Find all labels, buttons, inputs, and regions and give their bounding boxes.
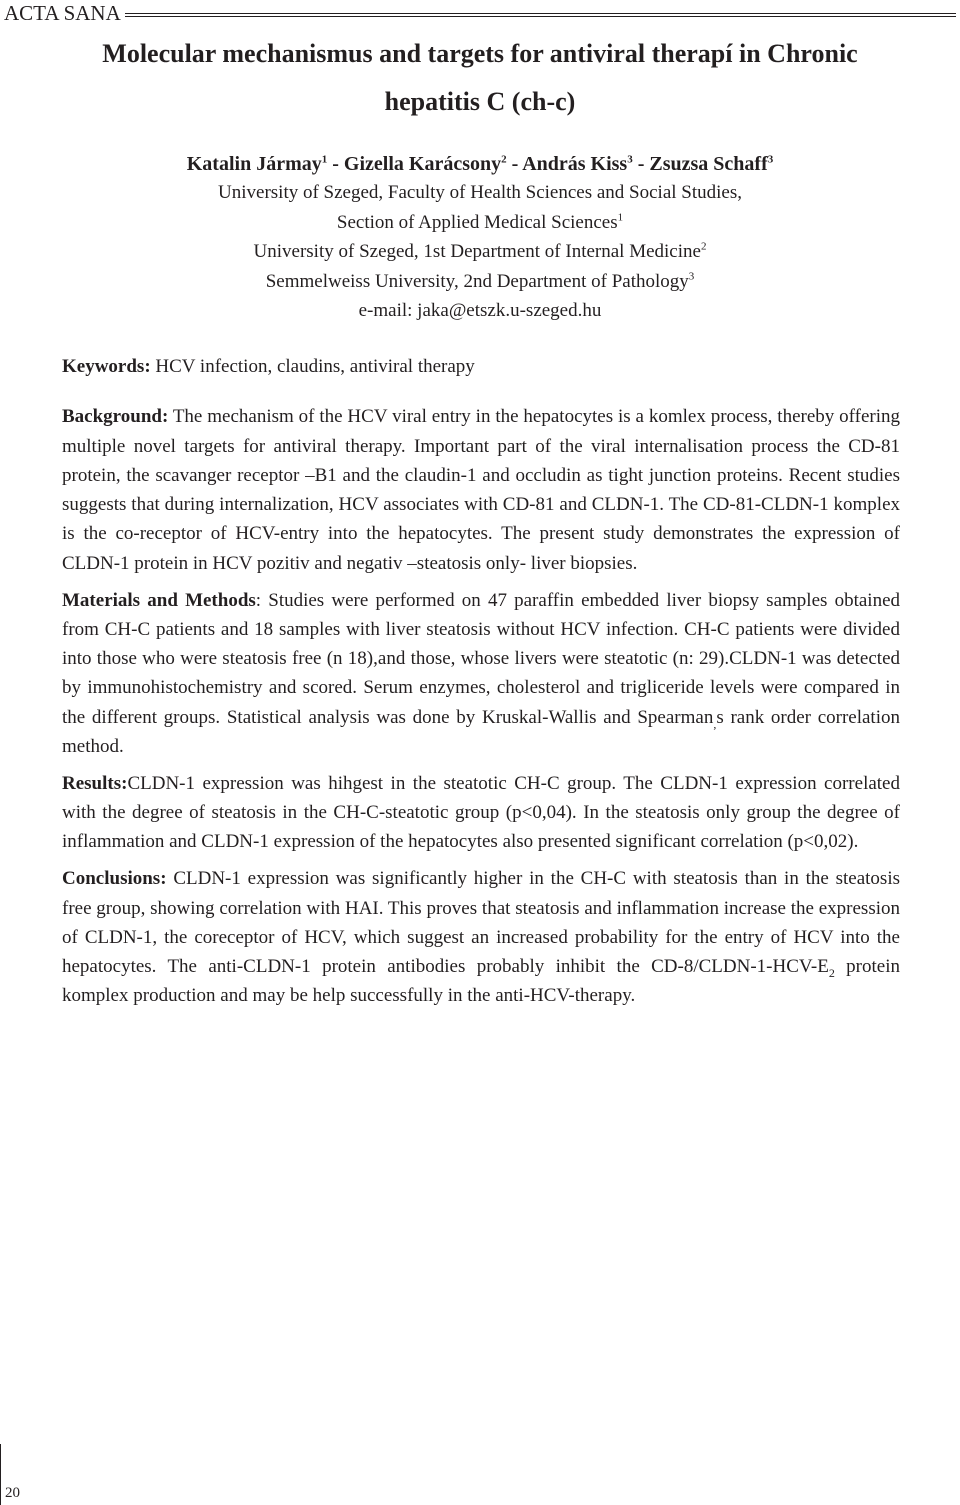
author-list (40, 150, 920, 178)
conclusions-label: Conclusions: (62, 868, 167, 890)
keywords-paragraph (62, 352, 900, 381)
page-number: 20 (5, 1485, 20, 1501)
background-label: Background: (62, 406, 169, 428)
affiliation-text: University of Szeged, Faculty of Health Sciences and Social Studies, (218, 182, 742, 203)
conclusions-paragraph (62, 864, 900, 1010)
header-rule (125, 13, 956, 17)
affiliation-text: Section of Applied Medical Sciences (336, 211, 618, 233)
affiliation-text: University of Szeged, 1st Department of Internal Medicine (253, 241, 701, 262)
margin-rule (0, 1444, 1, 1505)
affiliation-mark: 1 (617, 211, 624, 224)
email-text: e-mail: jaka@etszk.u-szeged.hu (358, 300, 602, 321)
affiliation-text: Semmelweiss University, 2nd Department of Pathology (265, 270, 689, 292)
running-head (4, 2, 956, 24)
author-affiliation-mark: 3 (627, 153, 633, 166)
affiliation-mark: 3 (688, 270, 695, 283)
affiliation-line (40, 237, 920, 267)
title-line-2: hepatitis C (ch-c) (384, 87, 576, 116)
abstract-body (62, 352, 900, 1011)
methods-sub-mark: , (713, 716, 717, 731)
journal-name: ACTA SANA (4, 1, 121, 25)
author-affiliation-mark: 3 (767, 153, 774, 166)
background-text: The mechanism of the HCV viral entry in the hepatocytes is a komlex process, thereby offering multiple novel targets for antiviral therapy. Important part of the viral internalisation process the CD-81 protein, the scavanger receptor –B1 and the claudin-1 and occludin as tight junction proteins. Recent studies suggests that during internalization, HCV associates with CD-81 and CLDN-1. The CD-81-CLDN-1 komplex is the co-receptor of HCV-entry into the hepatocytes. The present study demonstrates the expression of CLDN-1 protein in HCV pozitiv and negativ –steatosis only- liver biopsies. (62, 406, 900, 574)
background-paragraph (62, 402, 900, 578)
methods-text: : Studies were performed on 47 paraffin embedded liver biopsy samples obtained from CH-C patients and 18 samples with liver steatosis without HCV infection. CH-C patients were divided into those who were steatosis free (n 18),and those, whose livers were steatotic (n: 29).CLDN-1 was detected by immunohistochemistry and scored. Serum enzymes, cholesterol and trigliceride levels were compared in the different groups. Statistical analysis was done by Kruskal-Wallis and Spearman (62, 589, 900, 728)
results-label: Results: (62, 772, 128, 794)
author-separator: - (506, 153, 523, 175)
author-affiliation-mark: 2 (501, 153, 507, 166)
author-name: Gizella Karácsony (343, 153, 502, 175)
title-line-1: Molecular mechanismus and targets for antiviral therapí in Chronic (102, 39, 858, 68)
author-name: Katalin Jármay (186, 153, 322, 175)
methods-label: Materials and Methods (62, 589, 256, 611)
author-name: András Kiss (522, 153, 628, 175)
methods-paragraph (62, 586, 900, 762)
results-text: CLDN-1 expression was hihgest in the steatotic CH-C group. The CLDN-1 expression correlated with the degree of steatosis in the CH-C-steatotic group (p<0,04). In the steatosis only group the degree of inflammation and CLDN-1 expression of the hepatocytes also presented significant correlation (p<0,02). (62, 772, 900, 853)
article-title (40, 30, 920, 126)
affiliations (40, 178, 920, 326)
author-separator: - (632, 153, 650, 175)
results-paragraph (62, 769, 900, 857)
conclusions-subscript: 2 (828, 965, 835, 980)
affiliation-mark: 2 (700, 240, 707, 253)
author-name: Zsuzsa Schaff (649, 153, 768, 175)
methods-text-end: s rank order correlation method. (62, 706, 900, 758)
affiliation-line (40, 267, 920, 297)
contact-email (40, 296, 920, 326)
affiliation-line (40, 208, 920, 238)
affiliation-line (40, 178, 920, 208)
author-affiliation-mark: 1 (321, 153, 328, 166)
keywords-text: HCV infection, claudins, antiviral therapy (150, 356, 475, 377)
conclusions-text: CLDN-1 expression was significantly higher in the CH-C with steatosis than in the steatosis free group, showing correlation with HAI. This proves that steatosis and inflammation increase the expression of CLDN-1, the coreceptor of HCV, which suggest an increased probability for the entry of HCV into the hepatocytes. The anti-CLDN-1 protein antibodies probably inhibit the CD-8/CLDN-1-HCV-E (62, 868, 900, 978)
keywords-label: Keywords: (62, 356, 151, 377)
author-separator: - (327, 153, 344, 175)
conclusions-text-end: protein komplex production and may be help successfully in the anti-HCV-therapy. (62, 956, 900, 1007)
